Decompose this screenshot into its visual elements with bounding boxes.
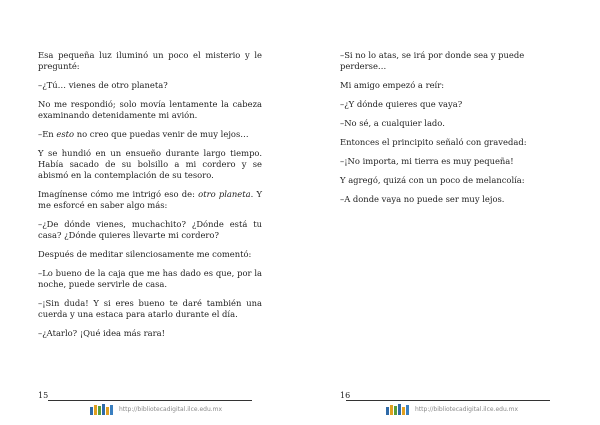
paragraph: –¡No importa, mi tierra es muy pequeña! xyxy=(340,156,514,166)
page-number: 15 xyxy=(38,391,49,400)
paragraph: –¿De dónde vienes, muchachito? ¿Dónde está tu casa? ¿Dónde quieres llevarte mi cordero? xyxy=(38,219,262,240)
page-footer xyxy=(386,403,518,416)
paragraph: –¿Tú… vienes de otro planeta? xyxy=(38,80,168,90)
left-page-text xyxy=(38,50,262,347)
paragraph: –A donde vaya no puede ser muy lejos. xyxy=(340,194,505,204)
paragraph: –Si no lo atas, se irá por donde sea y puede perderse… xyxy=(340,50,525,71)
paragraph: No me respondió; solo movía lentamente la cabeza examinando detenidamente mi avión. xyxy=(38,99,262,120)
footer-rule xyxy=(48,400,252,401)
right-page xyxy=(300,0,600,425)
paragraph: Imagínense cómo me intrigó eso de: otro planeta. Y me esforcé en saber algo más: xyxy=(38,189,263,210)
emphasis: esto xyxy=(56,129,75,139)
paragraph: Y se hundió en un ensueño durante largo tiempo. Había sacado de su bolsillo a mi cordero y se abismó en la contemplación de su tesoro. xyxy=(38,148,262,180)
footer-rule xyxy=(346,400,550,401)
paragraph: –¡Sin duda! Y si eres bueno te daré también una cuerda y una estaca para atarlo durante el día. xyxy=(38,298,262,319)
paragraph: Esa pequeña luz iluminó un poco el misterio y le pregunté: xyxy=(38,50,262,71)
paragraph: Y agregó, quizá con un poco de melancolía: xyxy=(340,175,525,185)
library-logo-icon xyxy=(386,404,410,415)
paragraph: –No sé, a cualquier lado. xyxy=(340,118,445,128)
paragraph: –¿Atarlo? ¡Qué idea más rara! xyxy=(38,328,165,338)
paragraph: –¿Y dónde quieres que vaya? xyxy=(340,99,463,109)
right-page-text xyxy=(340,50,572,213)
emphasis: otro planeta xyxy=(198,189,251,199)
footer-url[interactable]: http://bibliotecadigital.ilce.edu.mx xyxy=(119,406,223,413)
page-footer xyxy=(90,403,222,416)
footer-url[interactable]: http://bibliotecadigital.ilce.edu.mx xyxy=(415,406,519,413)
paragraph: Mi amigo empezó a reír: xyxy=(340,80,445,90)
paragraph: –En esto no creo que puedas venir de muy lejos… xyxy=(38,129,249,139)
paragraph: Entonces el principito señaló con gravedad: xyxy=(340,137,527,147)
paragraph: –Lo bueno de la caja que me has dado es que, por la noche, puede servirle de casa. xyxy=(38,268,262,289)
library-logo-icon xyxy=(90,404,114,415)
page-number: 16 xyxy=(340,391,351,400)
paragraph: Después de meditar silenciosamente me comentó: xyxy=(38,249,252,259)
